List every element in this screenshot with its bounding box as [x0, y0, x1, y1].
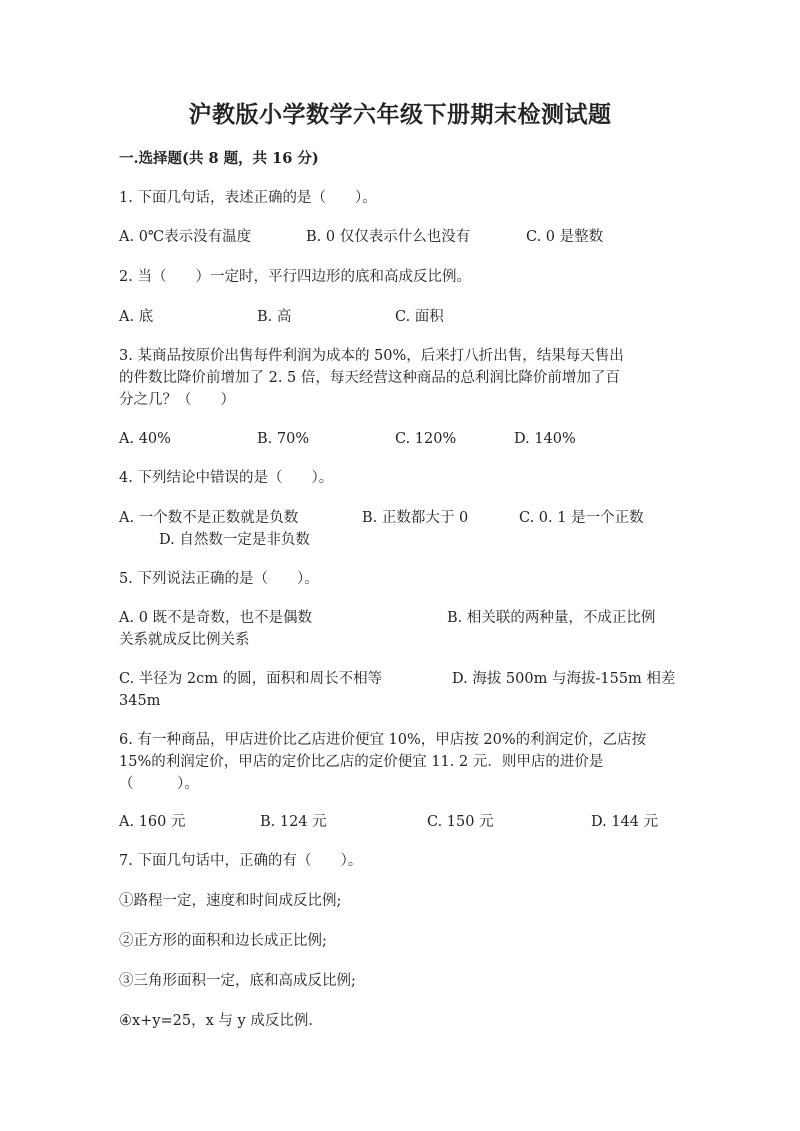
question-3-stem-line-3: 分之几？（ ）	[119, 392, 235, 408]
page-title: 沪教版小学数学六年级下册期末检测试题	[188, 101, 612, 128]
question-4-option-a: A. 一个数不是正数就是负数	[119, 510, 299, 526]
question-5-stem: 5. 下列说法正确的是（ ）。	[119, 571, 319, 587]
question-4-option-b: B. 正数都大于 0	[362, 510, 469, 526]
question-5-option-d-continued: 345m	[119, 693, 161, 709]
question-3-stem-line-2: 的件数比降价前增加了 2. 5 倍，每天经营这种商品的总利润比降价前增加了百	[119, 370, 620, 386]
question-1-option-a: A. 0℃表示没有温度	[119, 229, 252, 245]
question-2-option-a: A. 底	[119, 309, 154, 325]
question-5-option-c: C. 半径为 2cm 的圆，面积和周长不相等	[119, 671, 383, 687]
question-7-item-2: ②正方形的面积和边长成正比例;	[119, 933, 327, 949]
question-6-stem-line-3: （ ）。	[119, 776, 199, 792]
question-7-item-4: ④x+y=25，x 与 y 成反比例.	[119, 1013, 313, 1029]
question-5-option-d: D. 海拔 500m 与海拔-155m 相差	[452, 671, 676, 687]
question-5-option-b: B. 相关联的两种量，不成正比例	[447, 610, 656, 626]
question-2-option-b: B. 高	[257, 309, 292, 325]
question-7-item-3: ③三角形面积一定，底和高成反比例;	[119, 973, 356, 989]
question-6-option-c: C. 150 元	[427, 814, 494, 830]
question-2-option-c: C. 面积	[395, 309, 444, 325]
question-5-option-b-continued: 关系就成反比例关系	[119, 632, 250, 648]
question-3-option-c: C. 120%	[395, 431, 457, 447]
question-3-option-a: A. 40%	[119, 431, 171, 447]
question-4-stem: 4. 下列结论中错误的是（ ）。	[119, 470, 334, 486]
question-2-stem: 2. 当（ ）一定时，平行四边形的底和高成反比例。	[119, 269, 471, 285]
section-heading: 一.选择题(共 8 题，共 16 分)	[119, 150, 319, 167]
question-6-option-d: D. 144 元	[591, 814, 659, 830]
question-6-option-a: A. 160 元	[119, 814, 186, 830]
question-1-option-b: B. 0 仅仅表示什么也没有	[306, 229, 471, 245]
question-1-stem: 1. 下面几句话，表述正确的是（ ）。	[119, 190, 377, 206]
question-1-option-c: C. 0 是整数	[526, 229, 604, 245]
question-5-option-a: A. 0 既不是奇数，也不是偶数	[119, 610, 313, 626]
question-4-option-c: C. 0. 1 是一个正数	[519, 510, 644, 526]
question-3-option-d: D. 140%	[514, 431, 576, 447]
question-6-stem-line-2: 15%的利润定价，甲店的定价比乙店的定价便宜 11. 2 元．则甲店的进价是	[119, 754, 604, 770]
question-6-option-b: B. 124 元	[260, 814, 327, 830]
question-3-option-b: B. 70%	[257, 431, 310, 447]
question-4-option-d: D. 自然数一定是非负数	[159, 532, 310, 548]
question-3-stem-line-1: 3. 某商品按原价出售每件利润为成本的 50%，后来打八折出售，结果每天售出	[119, 348, 624, 364]
question-6-stem-line-1: 6. 有一种商品，甲店进价比乙店进价便宜 10%，甲店按 20%的利润定价，乙店按	[119, 732, 647, 748]
question-7-stem: 7. 下面几句话中，正确的有（ ）。	[119, 853, 363, 869]
question-7-item-1: ①路程一定，速度和时间成反比例;	[119, 893, 342, 909]
